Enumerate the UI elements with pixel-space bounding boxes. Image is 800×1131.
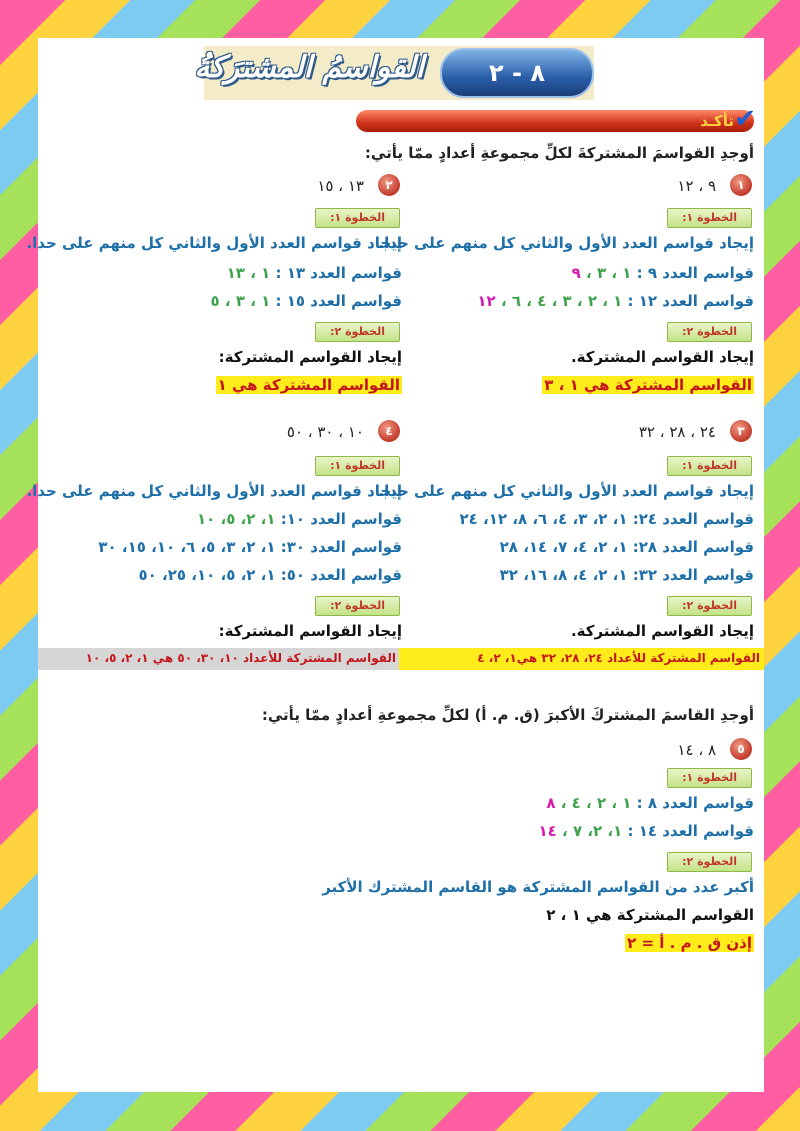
problem-4-row2: قواسم العدد ٣٠: ١، ٢، ٣، ٥، ٦، ١٠، ١٥، ٣٠	[98, 538, 402, 556]
problem-3-find-divisors: إيجاد قواسم العدد الأول والثاني كل منهم على حدا.	[378, 482, 754, 500]
problem-5-line2: القواسم المشتركة هي ١ ، ٢	[546, 906, 754, 924]
problem-1-numbers: ٩ ، ١٢	[677, 177, 716, 195]
problem-2-step2: الخطوة ٢:	[315, 322, 400, 342]
problem-5-row1: قواسم العدد ٨ : ١ ، ٢ ، ٤ ، ٨	[546, 794, 754, 812]
problem-4-row3: قواسم العدد ٥٠: ١، ٢، ٥، ١٠، ٢٥، ٥٠	[138, 566, 402, 584]
problem-2-step1: الخطوة ١:	[315, 208, 400, 228]
problem-1-step1: الخطوة ١:	[667, 208, 752, 228]
lesson-number-badge: ٨ - ٢	[440, 48, 594, 98]
problem-4-row1: قواسم العدد ١٠: ١، ٢، ٥، ١٠	[196, 510, 402, 528]
problem-1-answer: القواسم المشتركة هي ١ ، ٣	[544, 376, 752, 394]
problem-2-answer: القواسم المشتركة هي ١	[217, 376, 400, 394]
worksheet-page	[26, 38, 764, 1092]
section2-instruction: أوجدِ القاسمَ المشتركَ الأكبرَ (ق. م. أ) لكلِّ مجموعةِ أعدادٍ ممّا يأتي:	[261, 706, 754, 724]
problem-3-step2: الخطوة ٢:	[667, 596, 752, 616]
check-section-bar	[356, 110, 754, 132]
problem-2-find-divisors: إيجاد قواسم العدد الأول والثاني كل منهم على حدا.	[26, 234, 402, 252]
problem-1-row2: قواسم العدد ١٢ : ١ ، ٢ ، ٣ ، ٤ ، ٦ ، ١٢	[477, 292, 754, 310]
lesson-title: القواسمُ المشترَكةُ	[194, 50, 424, 85]
problem-5-numbers: ٨ ، ١٤	[677, 741, 716, 759]
problem-2-row2: قواسم العدد ١٥ : ١ ، ٣ ، ٥	[210, 292, 402, 310]
problem-1-badge: ١	[730, 174, 752, 196]
problem-5-badge: ٥	[730, 738, 752, 760]
problem-4-numbers: ١٠ ، ٣٠ ، ٥٠	[286, 423, 364, 441]
problem-5-line1: أكبر عدد من القواسم المشتركة هو القاسم المشترك الأكبر	[322, 878, 754, 896]
problem-5-answer: إذن ق . م . أ = ٢	[627, 934, 752, 952]
problem-2-badge: ٢	[378, 174, 400, 196]
problem-1-step2: الخطوة ٢:	[667, 322, 752, 342]
problem-4-step2: الخطوة ٢:	[315, 596, 400, 616]
problem-5-row2: قواسم العدد ١٤ : ١، ٢، ٧ ، ١٤	[538, 822, 754, 840]
problem-3-find-common: إيجاد القواسم المشتركة.	[570, 622, 754, 640]
check-label: تأكـد	[700, 112, 734, 130]
problem-5-step1: الخطوة ١:	[667, 768, 752, 788]
problem-1-find-common: إيجاد القواسم المشتركة.	[570, 348, 754, 366]
problem-2-numbers: ١٣ ، ١٥	[317, 177, 364, 195]
problem-4-find-common: إيجاد القواسم المشتركة:	[218, 622, 402, 640]
problem-4-answer: القواسم المشتركة للأعداد ١٠، ٣٠، ٥٠ هي ١، ٢، ٥، ١٠	[85, 651, 396, 665]
problem-3-step1: الخطوة ١:	[667, 456, 752, 476]
section1-instruction: أوجدِ القواسمَ المشتركةَ لكلِّ مجموعةِ أعدادٍ ممّا يأتي:	[364, 144, 754, 162]
checkmark-icon: ✔	[734, 104, 756, 134]
problem-1-row1: قواسم العدد ٩ : ١ ، ٣ ، ٩	[571, 264, 754, 282]
problem-3-numbers: ٢٤ ، ٢٨ ، ٣٢	[638, 423, 716, 441]
problem-4-badge: ٤	[378, 420, 400, 442]
problem-2-find-common: إيجاد القواسم المشتركة:	[218, 348, 402, 366]
problem-3-badge: ٣	[730, 420, 752, 442]
problem-4-find-divisors: إيجاد قواسم العدد الأول والثاني كل منهم على حدا.	[26, 482, 402, 500]
problem-1-find-divisors: إيجاد قواسم العدد الأول والثاني كل منهم على حدا.	[378, 234, 754, 252]
problem-3-row3: قواسم العدد ٣٢: ١، ٢، ٤، ٨، ١٦، ٣٢	[499, 566, 754, 584]
problem-3-row1: قواسم العدد ٢٤: ١، ٢، ٣، ٤، ٦، ٨، ١٢، ٢٤	[459, 510, 754, 528]
problem-5-step2: الخطوة ٢:	[667, 852, 752, 872]
problem-4-step1: الخطوة ١:	[315, 456, 400, 476]
problem-3-answer: القواسم المشتركة للأعداد ٢٤، ٢٨، ٣٢ هي١، ٢، ٤	[477, 651, 760, 665]
problem-3-row2: قواسم العدد ٢٨: ١، ٢، ٤، ٧، ١٤، ٢٨	[499, 538, 754, 556]
problem-2-row1: قواسم العدد ١٣ : ١ ، ١٣	[226, 264, 402, 282]
